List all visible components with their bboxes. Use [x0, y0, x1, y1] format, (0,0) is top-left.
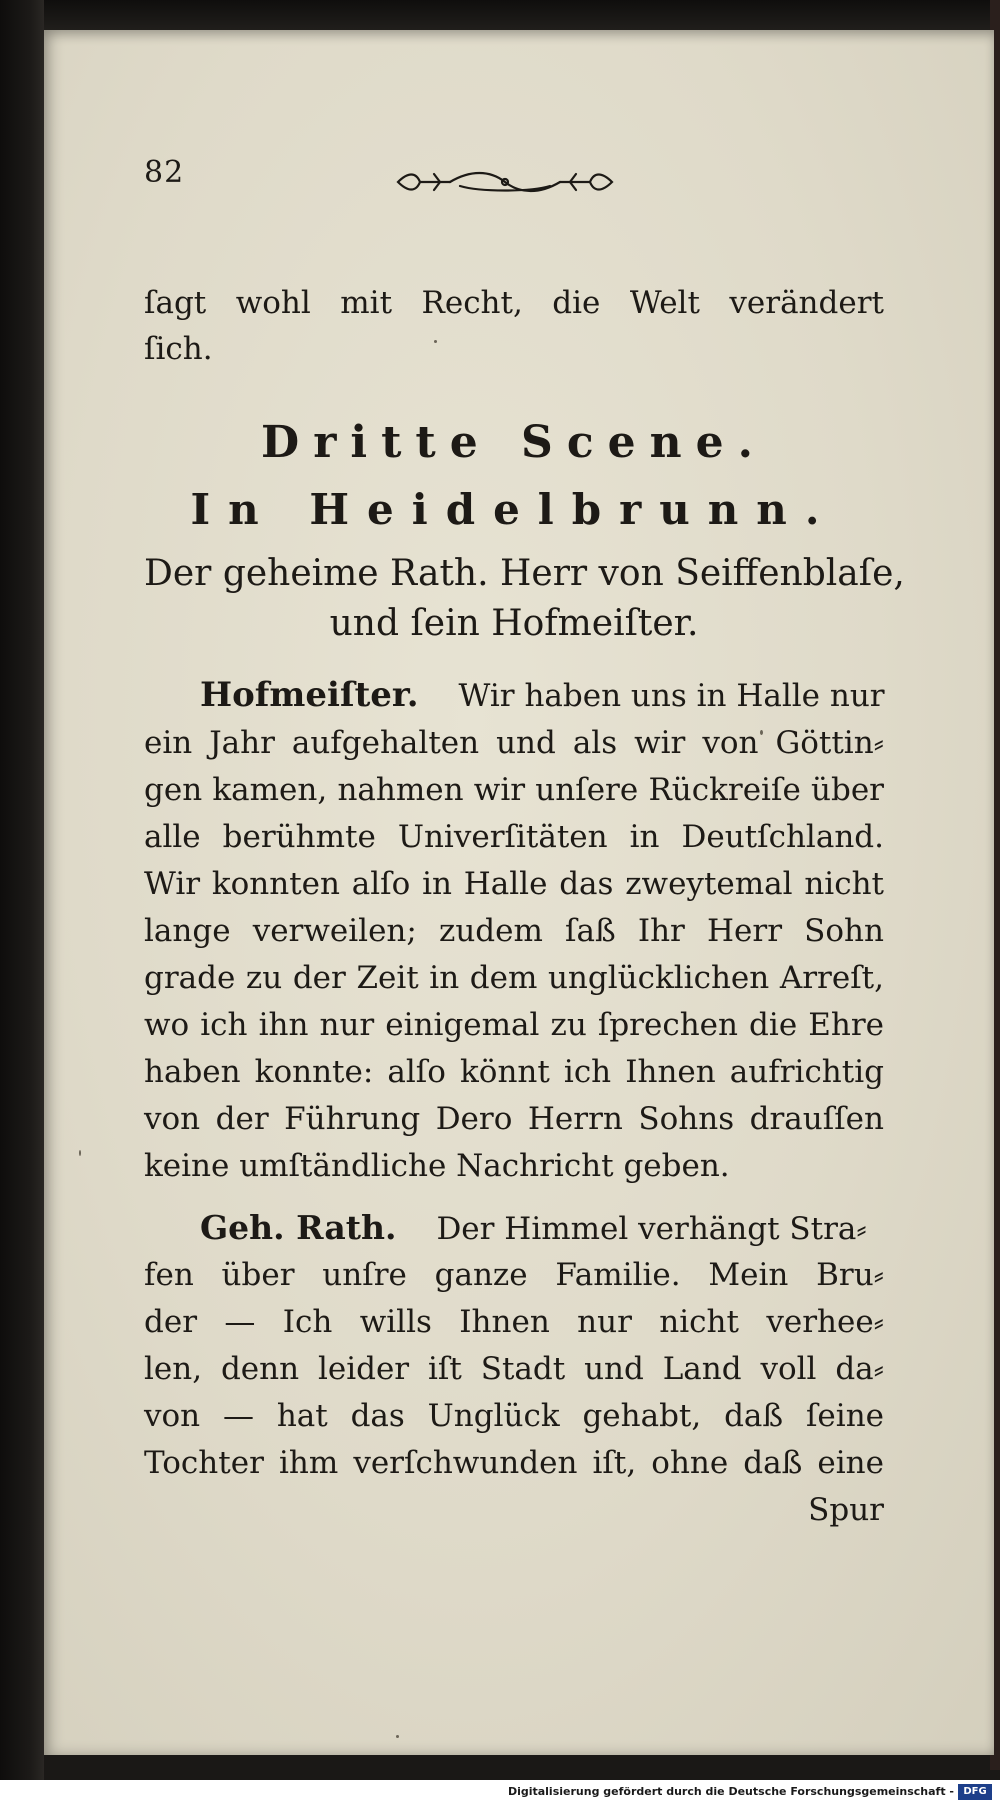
text-line: von der Führung Dero Herrn Sohns drauſſen	[144, 1101, 884, 1137]
text-line: fen über unſre ganze Familie. Mein Bru⸗	[144, 1257, 884, 1293]
text-line: ein Jahr aufgehalten und als wir von Göttin⸗	[144, 725, 884, 761]
catchword: Spur	[808, 1492, 884, 1528]
text-line: wo ich ihn nur einigemal zu ſprechen die Ehre	[144, 1007, 884, 1043]
text-span: Wir haben uns in Halle nur	[458, 678, 885, 714]
cast-list-line: Der geheime Rath. Herr von Seiffenblaſe,	[144, 553, 905, 594]
text-line: ſich.	[144, 331, 213, 367]
paragraph-first-line	[144, 672, 884, 719]
scene-title: Dritte Scene.	[261, 417, 767, 468]
text-line: alle berühmte Univerſitäten in Deutſchland.	[144, 819, 884, 855]
ornament-divider-icon	[390, 162, 620, 202]
text-span: Der Himmel verhängt Stra⸗	[436, 1211, 867, 1247]
text-line: der — Ich wills Ihnen nur nicht verhee⸗	[144, 1304, 884, 1340]
text-line: haben konnte: alſo könnt ich Ihnen aufrichtig	[144, 1054, 884, 1090]
binding-edge-top	[0, 0, 1000, 30]
paper-speck	[79, 1150, 81, 1156]
speaker-name: Hofmeiſter.	[200, 675, 419, 715]
cast-list-line: und ſein Hofmeiſter.	[329, 603, 699, 644]
page-number: 82	[144, 155, 185, 190]
paragraph-first-line	[144, 1205, 884, 1252]
digitization-credit: Digitalisierung gefördert durch die Deutsche Forschungsgemeinschaft -	[507, 1785, 954, 1798]
dfg-logo: DFG	[958, 1784, 992, 1800]
text-line: von — hat das Unglück gehabt, daß ſeine	[144, 1398, 884, 1434]
text-line: Wir konnten alſo in Halle das zweytemal nicht	[144, 866, 884, 902]
text-line: lange verweilen; zudem ſaß Ihr Herr Sohn	[144, 913, 884, 949]
paper-speck	[396, 1735, 399, 1738]
binding-edge-left	[0, 0, 44, 1808]
text-line: Tochter ihm verſchwunden iſt, ohne daß eine	[144, 1445, 884, 1481]
text-line: len, denn leider iſt Stadt und Land voll da⸗	[144, 1351, 884, 1387]
text-line: ſagt wohl mit Recht, die Welt verändert	[144, 285, 884, 321]
text-line: gen kamen, nahmen wir unſere Rückreiſe über	[144, 772, 884, 808]
speaker-name: Geh. Rath.	[200, 1208, 397, 1247]
scene-location: In Heidelbrunn.	[190, 485, 838, 534]
text-line: grade zu der Zeit in dem unglücklichen Arreſt,	[144, 960, 884, 996]
text-line: keine umſtändliche Nachricht geben.	[144, 1148, 730, 1184]
